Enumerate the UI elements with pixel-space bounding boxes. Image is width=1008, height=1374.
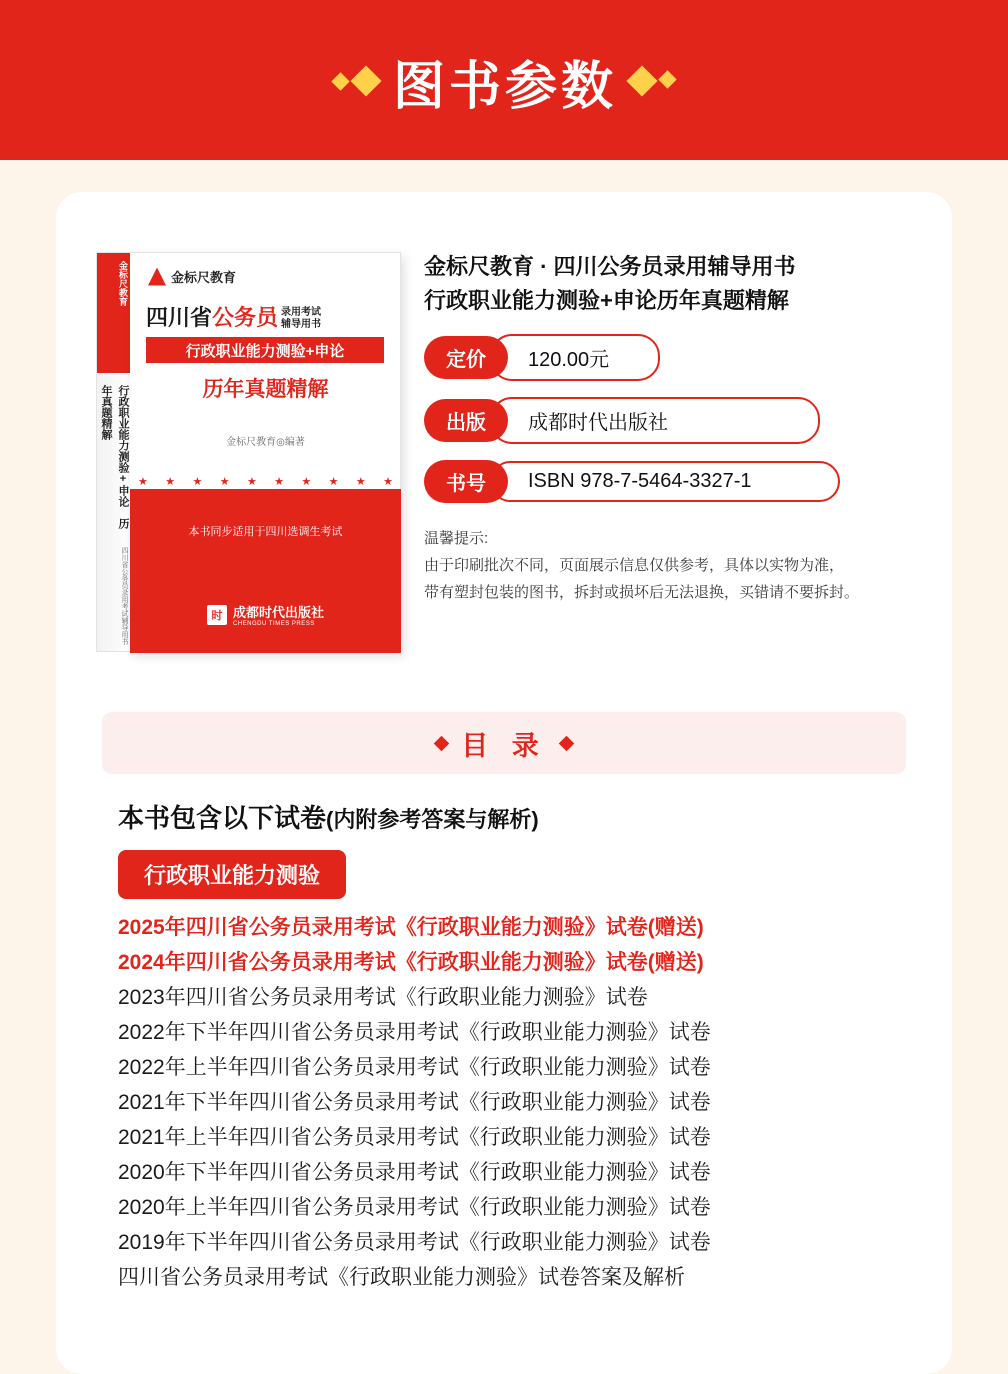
star-icon: ★ <box>138 476 148 488</box>
catalog-heading: 目 录 <box>461 730 547 761</box>
section-tag-xingce: 行政职业能力测验 <box>118 850 346 899</box>
book-title-line1: 金标尺教育 · 四川公务员录用辅导用书 <box>424 254 796 279</box>
list-item: 2021年下半年四川省公务员录用考试《行政职业能力测验》试卷 <box>118 1091 711 1114</box>
price-label: 定价 <box>424 336 508 379</box>
price-row <box>424 334 914 381</box>
isbn-value: ISBN 978-7-5464-3327-1 <box>490 461 840 502</box>
cover-red-note: 本书同步适用于四川选调生考试 <box>188 526 343 538</box>
star-icon: ★ <box>383 476 393 488</box>
list-item: 2023年四川省公务员录用考试《行政职业能力测验》试卷 <box>118 986 648 1009</box>
publisher-name-en: CHENGDU TIMES PRESS <box>232 621 315 627</box>
spine-middle-text: 行政职业能力测验+申论 历年真题精解 <box>100 385 129 529</box>
spine-bottom-text: 四川省公务员录用考试辅导用书 <box>121 547 128 645</box>
star-icon: ★ <box>328 476 339 488</box>
book-info <box>424 250 914 606</box>
list-item: 2024年四川省公务员录用考试《行政职业能力测验》试卷(赠送) <box>118 951 704 974</box>
warm-note-title: 温馨提示: <box>424 530 489 547</box>
publisher-label: 出版 <box>424 399 508 442</box>
list-item: 2020年上半年四川省公务员录用考试《行政职业能力测验》试卷 <box>118 1196 711 1219</box>
banner-inner <box>334 44 674 119</box>
star-icon: ★ <box>246 476 257 488</box>
cover-star-row <box>138 475 393 488</box>
cover-logo <box>148 267 236 286</box>
star-icon: ★ <box>355 476 366 488</box>
list-item: 2021年上半年四川省公务员录用考试《行政职业能力测验》试卷 <box>118 1126 711 1149</box>
list-item: 2025年四川省公务员录用考试《行政职业能力测验》试卷(赠送) <box>118 916 704 939</box>
book-cover-image <box>96 252 401 652</box>
cover-author: 金标尺教育◎编著 <box>226 437 305 448</box>
star-icon: ★ <box>165 476 176 488</box>
isbn-label: 书号 <box>424 460 508 503</box>
star-icon: ★ <box>219 476 230 488</box>
cover-band: 行政职业能力测验+申论 <box>146 337 384 363</box>
diamond-icon <box>331 72 349 90</box>
book-front-face <box>130 252 401 652</box>
catalog-subheading <box>118 798 539 835</box>
star-icon: ★ <box>301 476 312 488</box>
catalog-heading-band <box>102 712 906 774</box>
publisher-row <box>424 397 914 444</box>
publisher-name: 成都时代出版社 CHENGDU TIMES PRESS <box>232 605 324 627</box>
cover-subtitle: 历年真题精解 <box>202 378 329 401</box>
publisher-value: 成都时代出版社 <box>490 397 820 444</box>
book-spine <box>96 252 130 652</box>
publisher-logo-icon: 时 <box>207 605 227 625</box>
book-title <box>424 250 914 318</box>
cover-publisher <box>130 602 401 627</box>
warm-note-line1: 由于印刷批次不同，页面展示信息仅供参考，具体以实物为准， <box>424 557 845 574</box>
catalog-subheading-thin: (内附参考答案与解析) <box>326 807 539 832</box>
cover-title-highlight: 公务员 <box>212 305 279 330</box>
warm-note-line2: 带有塑封包装的图书，拆封或损坏后无法退换，买错请不要拆封。 <box>424 584 860 601</box>
diamond-icon <box>658 70 676 88</box>
cover-logo-text: 金标尺教育 <box>171 270 237 285</box>
book-title-line2: 行政职业能力测验+申论历年真题精解 <box>424 288 789 313</box>
cover-title <box>146 301 386 332</box>
diamond-icon <box>434 735 450 751</box>
diamond-icon <box>626 65 657 96</box>
diamond-icon <box>350 65 381 96</box>
star-icon: ★ <box>274 476 285 488</box>
isbn-row <box>424 460 914 503</box>
list-item: 2019年下半年四川省公务员录用考试《行政职业能力测验》试卷 <box>118 1231 711 1254</box>
banner-left-diamonds <box>334 70 379 92</box>
star-icon: ★ <box>192 476 203 488</box>
spine-top-text: 金标尺教育 <box>97 253 131 373</box>
diamond-icon <box>558 735 574 751</box>
cover-title-main: 四川省 <box>146 305 213 330</box>
brand-triangle-icon <box>148 268 166 286</box>
cover-red-panel <box>130 489 401 653</box>
cover-title-small: 录用考试 辅导用书 <box>281 307 322 331</box>
price-value: 120.00元 <box>490 334 660 381</box>
product-card <box>56 192 952 1374</box>
paper-list <box>118 910 908 1295</box>
warm-note <box>424 525 914 606</box>
list-item: 2022年上半年四川省公务员录用考试《行政职业能力测验》试卷 <box>118 1056 711 1079</box>
list-item: 2020年下半年四川省公务员录用考试《行政职业能力测验》试卷 <box>118 1161 711 1184</box>
page-title: 图书参数 <box>392 57 617 116</box>
list-item: 2022年下半年四川省公务员录用考试《行政职业能力测验》试卷 <box>118 1021 711 1044</box>
catalog-subheading-bold: 本书包含以下试卷 <box>118 803 327 833</box>
banner-right-diamonds <box>631 70 674 92</box>
list-item: 四川省公务员录用考试《行政职业能力测验》试卷答案及解析 <box>118 1266 685 1289</box>
